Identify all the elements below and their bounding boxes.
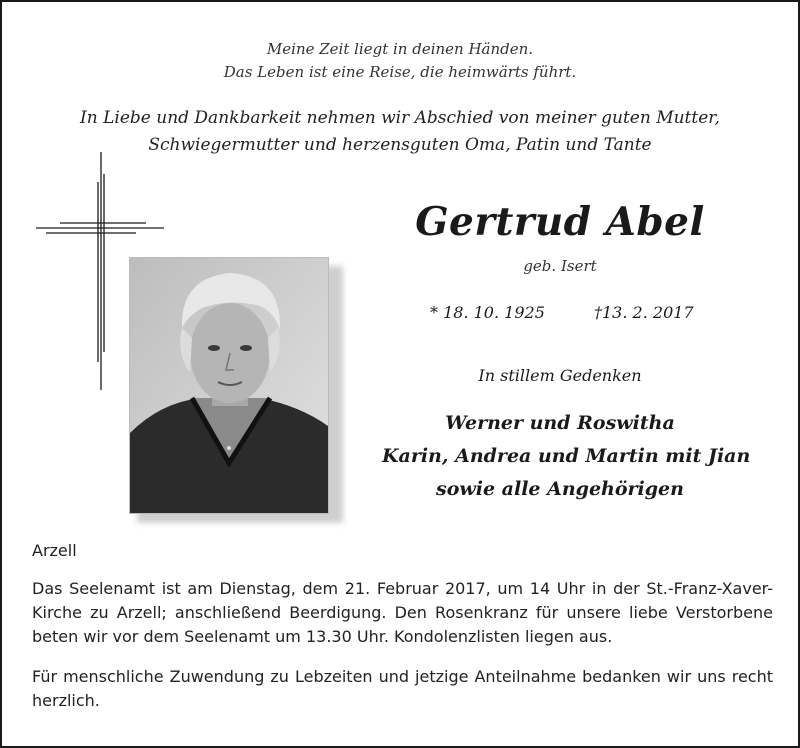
service-details: Das Seelenamt ist am Dienstag, dem 21. Februar 2017, um 14 Uhr in der St.-Franz-Xaver-Kirche zu Arzell; anschließend Beerdigung. Den Rosenkranz für unsere liebe Verstorbene beten wir vor dem Seelenamt um 13.30 Uhr. Kondolenzlisten liegen aus. bbox=[32, 579, 773, 646]
place: Arzell bbox=[32, 541, 77, 560]
mourner-line: sowie alle Angehörigen bbox=[436, 478, 684, 500]
portrait-photo bbox=[129, 257, 329, 514]
mourners bbox=[382, 407, 751, 506]
death-date: †13. 2. 2017 bbox=[594, 303, 694, 322]
intro-text bbox=[2, 105, 798, 159]
mourner-line: Werner und Roswitha bbox=[445, 412, 675, 434]
motto-line-2: Das Leben ist eine Reise, die heimwärts führt. bbox=[223, 63, 577, 81]
motto-line-1: Meine Zeit liegt in deinen Händen. bbox=[266, 40, 534, 58]
intro-line-2: Schwiegermutter und herzensguten Oma, Patin und Tante bbox=[148, 135, 652, 155]
mourner-line: Karin, Andrea und Martin mit Jian bbox=[382, 445, 751, 467]
motto bbox=[2, 38, 798, 84]
birth-name: geb. Isert bbox=[523, 257, 597, 275]
intro-line-1: In Liebe und Dankbarkeit nehmen wir Abschied von meiner guten Mutter, bbox=[80, 108, 720, 128]
thanks-note: Für menschliche Zuwendung zu Lebzeiten und jetzige Anteilnahme bedanken wir uns recht herzlich. bbox=[32, 667, 773, 710]
memorial-phrase: In stillem Gedenken bbox=[478, 366, 642, 385]
deceased-name: Gertrud Abel bbox=[415, 199, 705, 245]
birth-date: * 18. 10. 1925 bbox=[430, 303, 545, 322]
